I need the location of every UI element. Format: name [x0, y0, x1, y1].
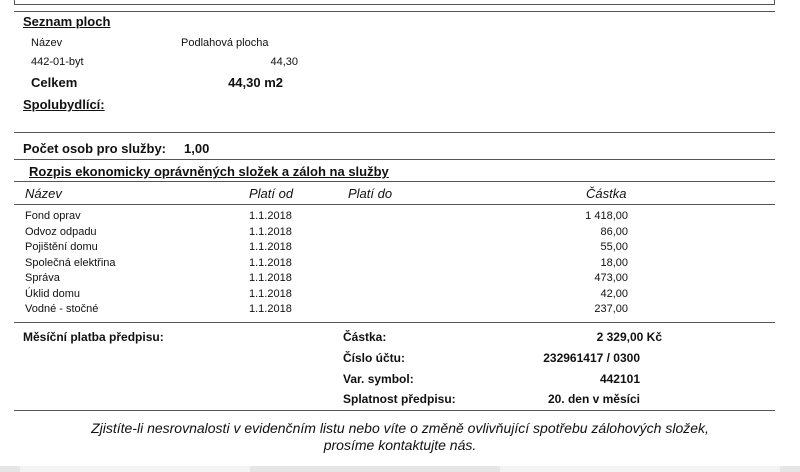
table-row-from: 1.1.2018 — [249, 288, 292, 300]
breakdown-title: Rozpis ekonomicky oprávněných složek a záloh na služby — [29, 164, 389, 179]
areas-row-area: 44,30 — [270, 56, 298, 68]
table-row-amount: 18,00 — [600, 257, 628, 269]
cohabitants-title: Spolubydlící: — [23, 97, 105, 112]
areas-col-name: Název — [31, 37, 63, 49]
areas-col-area: Podlahová plocha — [181, 37, 269, 49]
table-row-name: Úklid domu — [25, 288, 81, 300]
payment-due-value: 20. den v měsíci — [547, 392, 640, 406]
divider-persons-top — [14, 132, 775, 133]
payment-amount-value: 2 329,00 Kč — [596, 330, 662, 344]
table-row-from: 1.1.2018 — [249, 272, 292, 284]
table-row-name: Fond oprav — [25, 210, 81, 222]
table-row-amount: 473,00 — [594, 272, 628, 284]
payment-label: Měsíční platba předpisu: — [23, 330, 164, 344]
payment-amount-label: Částka: — [343, 330, 387, 344]
payment-due-label: Splatnost předpisu: — [343, 392, 456, 406]
breakdown-col-amount: Částka — [586, 186, 627, 201]
divider-breakdown-header — [14, 181, 775, 182]
table-row-name: Společná elektřina — [25, 257, 116, 269]
payment-vs-label: Var. symbol: — [343, 372, 414, 386]
footer-note-line2: prosíme kontaktujte nás. — [323, 437, 477, 453]
table-row-amount: 55,00 — [600, 241, 628, 253]
divider-payment-top — [14, 322, 775, 323]
divider-top — [14, 11, 775, 12]
breakdown-col-name: Název — [25, 186, 62, 201]
divider-breakdown-top — [14, 159, 775, 160]
table-row-amount: 237,00 — [594, 303, 628, 315]
table-row-name: Správa — [25, 272, 60, 284]
table-row-from: 1.1.2018 — [249, 226, 292, 238]
persons-value: 1,00 — [184, 141, 210, 156]
table-row-amount: 1 418,00 — [585, 210, 628, 222]
table-row-from: 1.1.2018 — [249, 210, 292, 222]
areas-total-label: Celkem — [31, 75, 78, 90]
payment-account-value: 232961417 / 0300 — [543, 351, 640, 365]
areas-row-name: 442-01-byt — [31, 56, 84, 68]
persons-label: Počet osob pro služby: — [23, 141, 167, 156]
footer-note-line1: Zjistíte-li nesrovnalosti v evidenčním listu nebo víte o změně ovlivňující spotřebu zálohových složek, — [91, 420, 709, 436]
payment-account-label: Číslo účtu: — [343, 351, 405, 365]
table-row-name: Odvoz odpadu — [25, 226, 97, 238]
table-row-name: Pojištění domu — [25, 241, 98, 253]
divider-breakdown-rows — [14, 204, 775, 205]
table-row-from: 1.1.2018 — [249, 241, 292, 253]
breakdown-col-from: Platí od — [249, 186, 294, 201]
table-row-from: 1.1.2018 — [249, 257, 292, 269]
divider-footer-top — [14, 410, 775, 411]
payment-vs-value: 442101 — [599, 372, 640, 386]
frame-top-border — [14, 4, 775, 5]
breakdown-col-to: Platí do — [348, 186, 393, 201]
areas-title: Seznam ploch — [23, 14, 111, 29]
table-row-amount: 86,00 — [600, 226, 628, 238]
table-row-from: 1.1.2018 — [249, 303, 292, 315]
table-row-name: Vodné - stočné — [25, 303, 99, 315]
page-bottom-edge — [0, 466, 800, 472]
areas-total-value: 44,30 m2 — [228, 75, 283, 90]
table-row-amount: 42,00 — [600, 288, 628, 300]
